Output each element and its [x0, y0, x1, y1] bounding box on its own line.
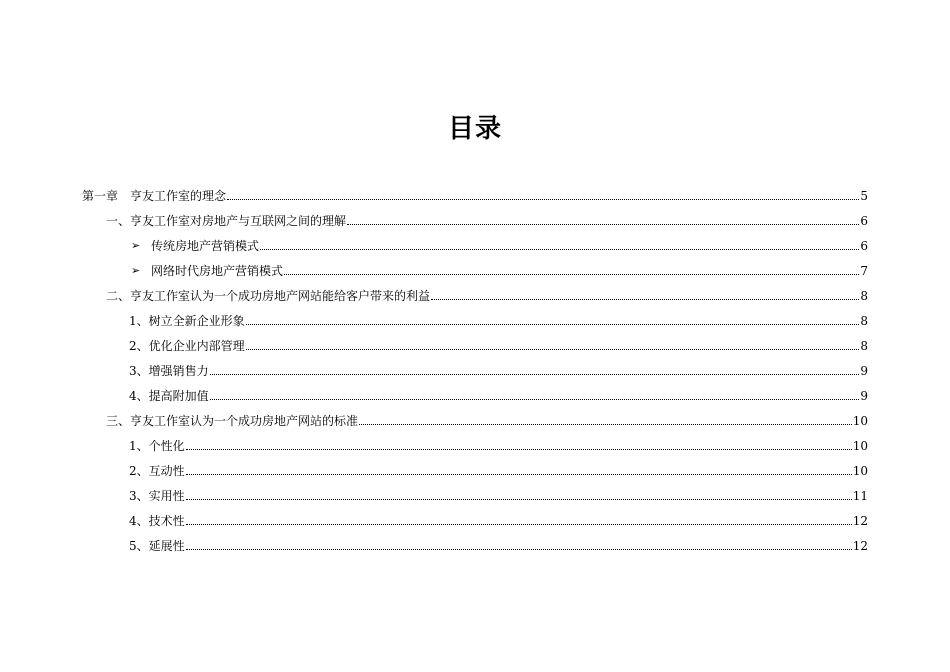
dot-leader [186, 474, 852, 475]
toc-page-number: 8 [860, 339, 868, 353]
toc-page-number: 10 [852, 464, 868, 478]
toc-entry-label: 一、亨友工作室对房地产与互联网之间的理解 [106, 214, 347, 228]
dot-leader [246, 324, 860, 325]
toc-entry-label: 第一章 亨友工作室的理念 [82, 189, 227, 203]
toc-entry-2-4[interactable] [129, 379, 868, 404]
dot-leader [227, 199, 859, 200]
toc-entry-label: 2、互动性 [129, 464, 185, 478]
dot-leader [186, 524, 852, 525]
toc-page-number: 11 [852, 489, 868, 503]
dot-leader [260, 249, 859, 250]
toc-entry-label: 1、树立全新企业形象 [129, 314, 245, 328]
toc-entry-2-1[interactable] [129, 304, 868, 329]
toc-entry-label: 3、实用性 [129, 489, 185, 503]
toc-entry-label: 三、亨友工作室认为一个成功房地产网站的标准 [106, 414, 359, 428]
toc-page-number: 8 [860, 314, 868, 328]
toc-entry-label: 4、提高附加值 [129, 389, 209, 403]
toc-entry-label: 3、增强销售力 [129, 364, 209, 378]
toc-entry-3-3[interactable] [129, 479, 868, 504]
toc-page-number: 12 [852, 514, 868, 528]
toc-entry-3-2[interactable] [129, 454, 868, 479]
toc-page-number: 7 [860, 264, 868, 278]
toc-entry-label: 网络时代房地产营销模式 [151, 264, 284, 278]
dot-leader [284, 274, 859, 275]
toc-entry-section-3[interactable] [106, 404, 868, 429]
arrow-bullet-icon: ➢ [131, 264, 141, 277]
dot-leader [359, 424, 852, 425]
dot-leader [210, 399, 860, 400]
toc-entry-label: 2、优化企业内部管理 [129, 339, 245, 353]
toc-entry-label: 二、亨友工作室认为一个成功房地产网站能给客户带来的利益 [106, 289, 431, 303]
toc-entry-3-1[interactable] [129, 429, 868, 454]
toc-page-number: 10 [852, 439, 868, 453]
toc-entry-chapter-1[interactable] [82, 179, 868, 204]
toc-entry-3-5[interactable] [129, 529, 868, 554]
dot-leader [431, 299, 859, 300]
toc-page-number: 12 [852, 539, 868, 553]
toc-entry-3-4[interactable] [129, 504, 868, 529]
dot-leader [186, 549, 852, 550]
toc-entry-label: 传统房地产营销模式 [151, 239, 260, 253]
dot-leader [210, 374, 860, 375]
toc-entry-2-2[interactable] [129, 329, 868, 354]
toc-entry-section-1[interactable] [106, 204, 868, 229]
toc-page-number: 9 [860, 389, 868, 403]
dot-leader [246, 349, 860, 350]
toc-page-number: 9 [860, 364, 868, 378]
arrow-bullet-icon: ➢ [131, 239, 141, 252]
toc-entry-2-3[interactable] [129, 354, 868, 379]
toc-entry-label: 5、延展性 [129, 539, 185, 553]
toc-entry-network-marketing[interactable] [131, 254, 868, 279]
toc-page-number: 5 [860, 189, 868, 203]
toc-entry-label: 1、个性化 [129, 439, 185, 453]
dot-leader [347, 224, 859, 225]
toc-entry-section-2[interactable] [106, 279, 868, 304]
toc-page-number: 10 [852, 414, 868, 428]
toc-entry-traditional-marketing[interactable] [131, 229, 868, 254]
toc-page-number: 6 [860, 214, 868, 228]
dot-leader [186, 449, 852, 450]
toc-page-number: 6 [860, 239, 868, 253]
toc-title: 目录 [447, 114, 502, 144]
toc-entry-label: 4、技术性 [129, 514, 185, 528]
dot-leader [186, 499, 852, 500]
toc-page-number: 8 [860, 289, 868, 303]
